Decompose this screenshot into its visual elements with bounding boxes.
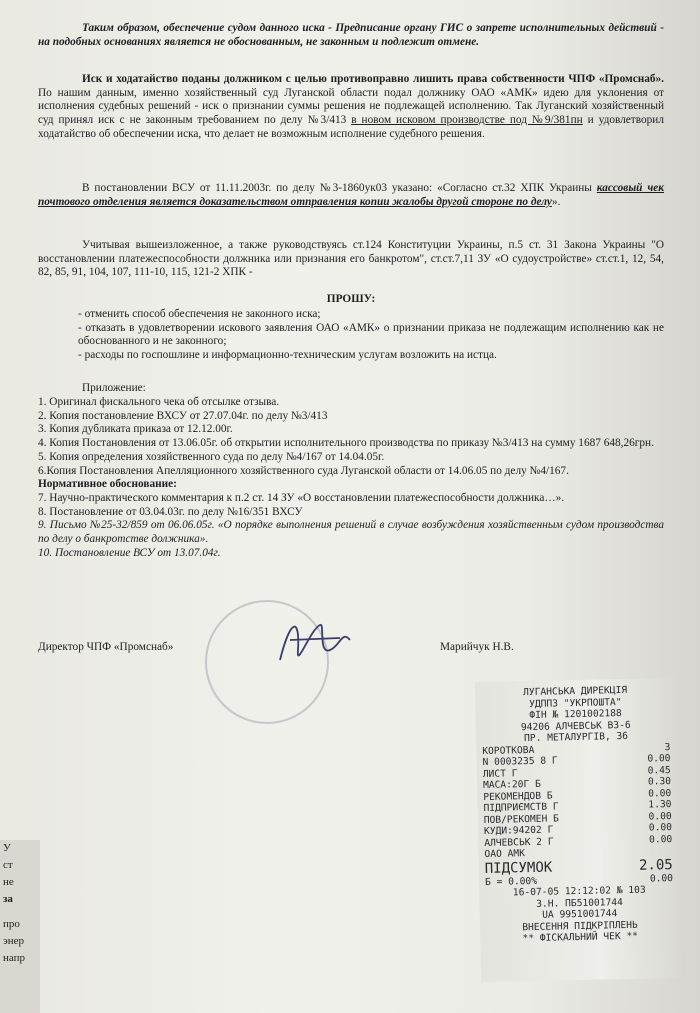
paragraph-claim — [38, 73, 664, 142]
signature-line — [38, 641, 664, 655]
normative-item: 7. Научно-практического комментария к п.2 ст. 14 ЗУ «О восстановлении платежеспособности должника…». — [38, 491, 565, 504]
appendix-item: 4. Копия Постановления от 13.06.05г. об открытии исполнительного производства по приказу №3/413 на сумму 1687 648,26грн. — [38, 437, 654, 450]
adjacent-page-edge — [0, 840, 40, 1013]
receipt-row-label: ПІДПРИЄМСТВ Г — [483, 801, 559, 814]
appendix-item: 6.Копия Постановления Апелляционного хозяйственного суда Луганской области от 14.06.05 по делу №4/167. — [38, 464, 569, 477]
normative-item: 9. Письмо №25-32/859 от 06.06.05г. «О порядке выполнения решений в случае возбуждения хозяйственным судом производства по делу о банкротстве должника». — [38, 519, 664, 546]
paragraph-conclusion: Таким образом, обеспечение судом данного иска - Предписание органу ГИС о запрете исполнительных действий - на подобных основаниях является не обоснованным, не законным и подлежит отмене. — [38, 22, 664, 48]
receipt-row-value: 3 — [664, 741, 671, 753]
ruling-emphasis: кассовый чек почтового отделения является доказательством отправления копии жалобы другой стороне по делу — [38, 182, 664, 208]
appendix-item: 1. Оригинал фискального чека об отсылке отзыва. — [38, 396, 280, 408]
receipt-row-label: КОРОТКОВА — [482, 744, 535, 757]
edge-text: напр — [3, 952, 26, 964]
receipt-header: ПР. МЕТАЛУРГІВ, 36 — [523, 730, 629, 745]
tax-value: 0.00 — [649, 872, 674, 885]
claim-underlined-text: в новом исковом производстве под №9/381пн — [351, 114, 583, 127]
signer-name: Марийчук Н.В. — [440, 641, 514, 653]
receipt-row-label: РЕКОМЕНДОВ Б — [483, 790, 553, 803]
normative-title: Нормативное обоснование: — [38, 478, 177, 491]
claim-text: По нашим данным, именно хозяйственный суд Луганской области подал должнику ОАО «АМК» идею для уклонения от исполнения судебных решений - иск о признании суммы решения не подлежащей исполнению. Так Луганский хозяйственный суд принял иск с не законным требованием по делу №3/413 — [38, 86, 664, 127]
claim-text-end: и удовлетворил ходатайство об обеспечении иска, что делает не возможным исполнение судебного решения. — [38, 114, 664, 140]
receipt-rows — [476, 741, 678, 860]
receipt-header: ЛУГАНСЬКА ДИРЕКЦІЯ — [523, 684, 628, 699]
receipt-row-value: 0.30 — [647, 776, 672, 788]
receipt-footer: 16-07-05 12:12:02 № 103 — [512, 884, 646, 899]
total-label: ПІДСУМОК — [484, 859, 553, 877]
appendix-title: Приложение: — [82, 382, 146, 394]
receipt-row-value: 0.00 — [648, 787, 672, 800]
request-heading: ПРОШУ: — [326, 293, 376, 305]
edge-text: за — [3, 893, 13, 905]
claim-bold-text: Иск и ходатайство поданы должником с целью противоправно лишить права собственности ЧПФ «Промснаб». — [82, 73, 664, 85]
receipt-row-value: 0.45 — [647, 764, 671, 777]
receipt-row-label: МАСА:20Г Б — [482, 778, 541, 791]
tax-label: Б = 0.00% — [484, 875, 538, 888]
request-list — [38, 308, 664, 363]
receipt-header: 94206 АЛЧЕВСЬК ВЗ-6 — [520, 719, 631, 733]
receipt-row-label: АЛЧЕВСЬК 2 Г — [484, 836, 554, 849]
edge-text: про — [3, 918, 20, 930]
ruling-text: В постановлении ВСУ от 11.11.2003г. по делу №3-1860ук03 указано: «Согласно ст.32 ХПК Украины — [82, 182, 597, 194]
receipt-footer: ** ФІСКАЛЬНИЙ ЧЕК ** — [522, 930, 639, 945]
paragraph-grounds: Учитывая вышеизложенное, а также руководствуясь ст.124 Конституции Украины, п.5 ст. 31 Закона Украины "О восстановлении платежеспособности должника или признания его банкротом", ст.ст.7,11 ЗУ «О судоустройстве» ст.ст.1, 12, 54, 82, 85, 91, 104, 107, 111-10, 115, 121-2 ХПК - — [38, 239, 664, 279]
normative-item: 8. Постановление от 03.04.03г. по делу №16/351 ВХСУ — [38, 505, 303, 518]
receipt-row-label: N 0003235 8 Г — [482, 755, 558, 768]
receipt-row-value: 0.00 — [648, 833, 673, 846]
edge-text: ст — [3, 859, 13, 871]
request-item: - отказать в удовлетворении искового заявления ОАО «АМК» о признании приказа не подлежащим исполнению как не обоснованного и не законного; — [78, 321, 664, 348]
receipt-header: ФІН № 1201002188 — [529, 708, 622, 721]
receipt-row-value: 0.00 — [648, 822, 673, 834]
receipt-header: УДППЗ "УКРПОШТА" — [529, 696, 622, 710]
receipt-row-value: 0.00 — [647, 753, 671, 765]
edge-text: не — [3, 876, 14, 888]
receipt-row-value: 1.30 — [648, 799, 672, 811]
appendix-list — [38, 396, 664, 560]
fiscal-receipt — [475, 678, 681, 982]
appendix-item: 5. Копия определения хозяйственного суда по делу №4/167 от 14.04.05г. — [38, 450, 385, 463]
ruling-end: ». — [551, 195, 561, 208]
receipt-footer: З.Н. ПБ51001744 — [536, 896, 623, 910]
edge-text: У — [3, 842, 11, 854]
receipt-footer: UA 9951001744 — [542, 908, 618, 921]
director-label: Директор ЧПФ «Промснаб» — [38, 641, 174, 653]
appendix-item: 2. Копия постановление ВХСУ от 27.07.04г. по делу №3/413 — [38, 409, 328, 422]
request-item: - отменить способ обеспечения не законного иска; — [78, 308, 321, 320]
receipt-row-label: ОАО АМК — [484, 848, 526, 860]
edge-text: энер — [3, 935, 24, 947]
receipt-footer: ВНЕСЕННЯ ПІДКРІПЛЕНЬ — [522, 919, 638, 933]
request-item: - расходы по госпошлине и информационно-техническим услугам возложить на истца. — [78, 349, 497, 362]
paragraph-vsu-ruling — [38, 182, 664, 209]
receipt-row-label: ПОВ/РЕКОМЕН Б — [483, 812, 559, 826]
receipt-row-label: ЛИСТ Г — [482, 767, 518, 780]
normative-item: 10. Постановление ВСУ от 13.07.04г. — [38, 546, 221, 559]
receipt-row-label: КУДИ:94202 Г — [483, 824, 554, 837]
total-value: 2.05 — [638, 856, 673, 874]
receipt-row-value: 0.00 — [648, 810, 672, 823]
appendix-item: 3. Копия дубликата приказа от 12.12.00г. — [38, 423, 233, 436]
